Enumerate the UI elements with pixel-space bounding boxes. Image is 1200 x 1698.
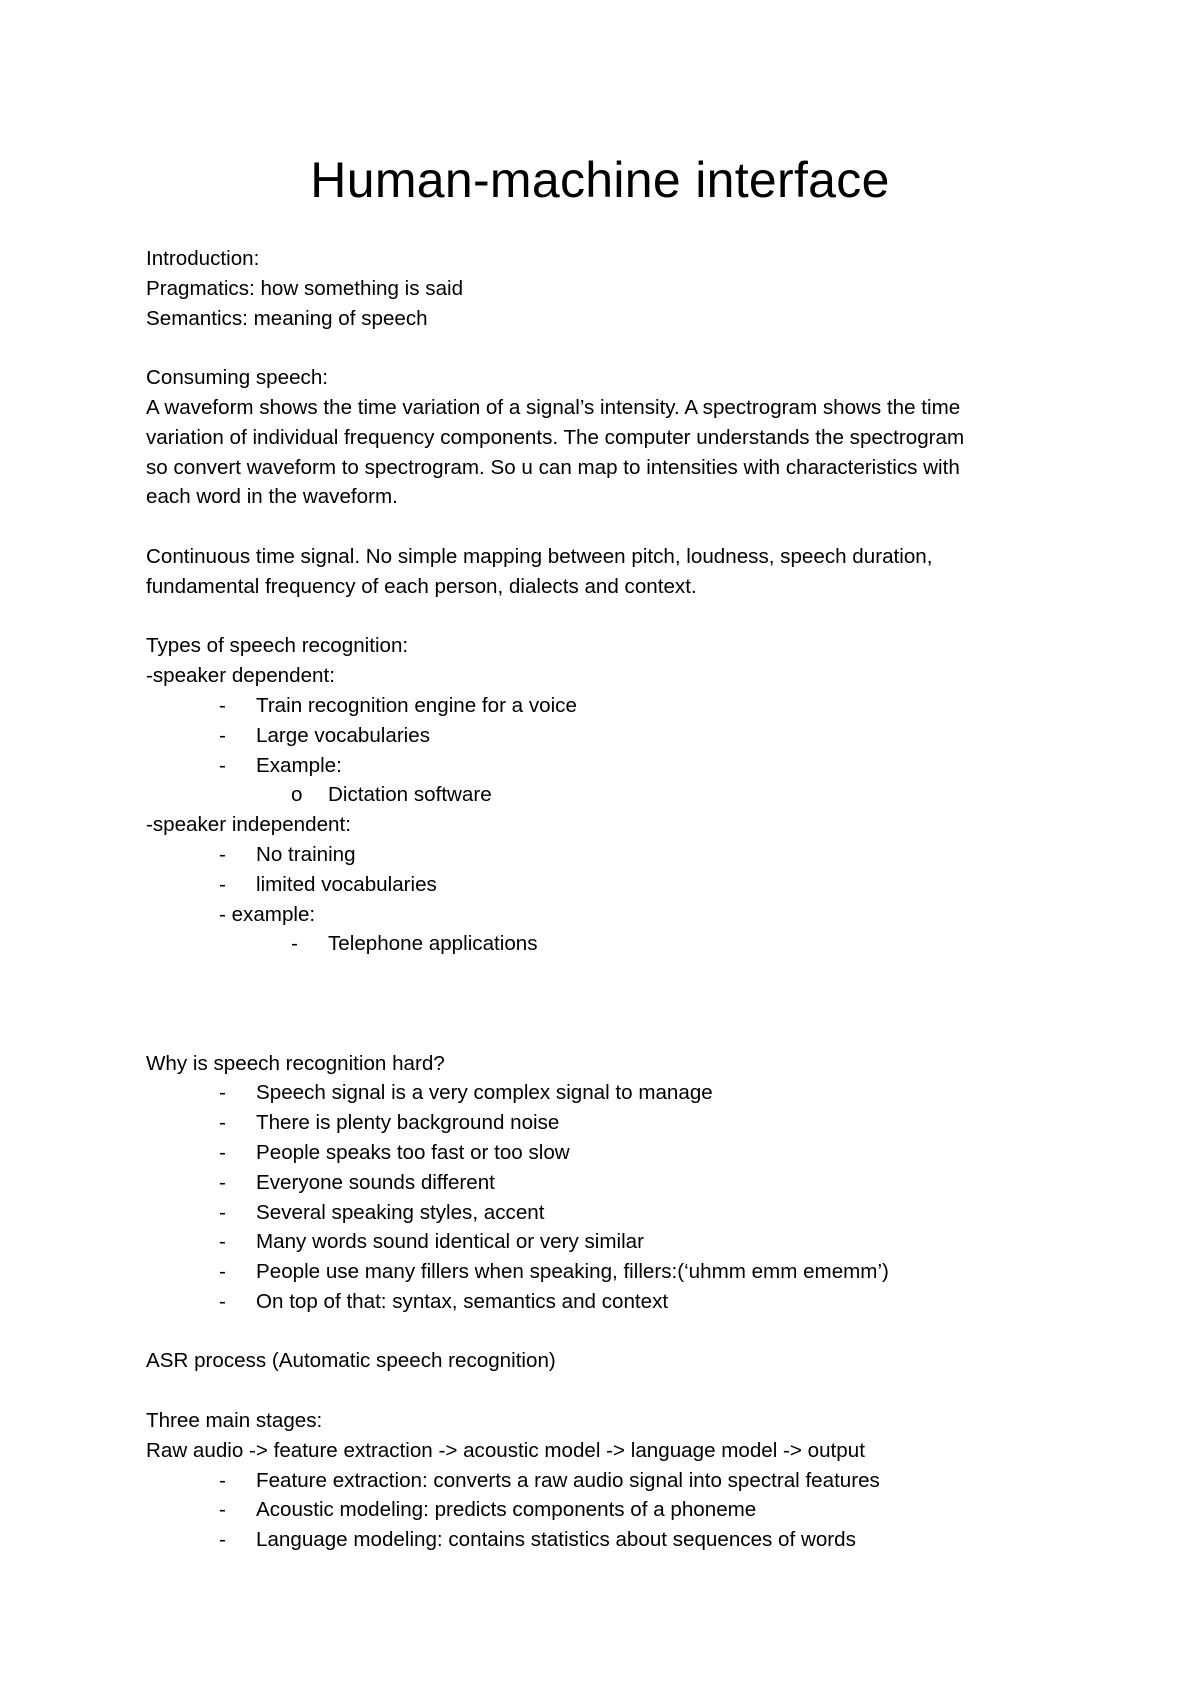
list-item-text: People use many fillers when speaking, fillers:(‘uhmm emm ememm’) xyxy=(256,1260,889,1284)
dash-marker: - xyxy=(219,1468,226,1492)
document-title: Human-machine interface xyxy=(310,152,890,208)
list-item xyxy=(146,1168,1076,1198)
list-item xyxy=(146,1287,1076,1317)
dash-marker: - xyxy=(219,1528,226,1552)
stages-heading: Three main stages: xyxy=(146,1409,323,1433)
list-item xyxy=(146,721,1076,751)
list-item-text: Feature extraction: converts a raw audio signal into spectral features xyxy=(256,1468,880,1492)
sub-list-item xyxy=(146,780,1076,810)
sub-list-item-text: Telephone applications xyxy=(328,932,538,956)
document-body xyxy=(146,244,1076,1555)
independent-example-label: - example: xyxy=(219,902,316,926)
consuming-line: each word in the waveform. xyxy=(146,485,398,509)
list-item-text: limited vocabularies xyxy=(256,872,437,896)
list-item xyxy=(146,1138,1076,1168)
dash-marker: - xyxy=(219,1260,226,1284)
list-item-text: Train recognition engine for a voice xyxy=(256,693,577,717)
list-item-text: Several speaking styles, accent xyxy=(256,1200,545,1224)
dash-marker: - xyxy=(219,1498,226,1522)
consuming-line: so convert waveform to spectrogram. So u can map to intensities with characteristics with xyxy=(146,455,960,479)
list-item xyxy=(146,1466,1076,1496)
intro-heading: Introduction: xyxy=(146,247,260,270)
dash-marker: - xyxy=(219,1200,226,1224)
dash-marker: - xyxy=(219,1111,226,1135)
consuming-heading: Consuming speech: xyxy=(146,366,329,390)
asr-heading: ASR process (Automatic speech recognition) xyxy=(146,1349,556,1373)
list-item xyxy=(146,1227,1076,1257)
continuous-line: fundamental frequency of each person, dialects and context. xyxy=(146,574,697,598)
list-item xyxy=(146,691,1076,721)
list-item-text: On top of that: syntax, semantics and context xyxy=(256,1289,669,1313)
dash-marker: - xyxy=(219,1170,226,1194)
dash-marker: - xyxy=(219,1140,226,1164)
list-item-text: Many words sound identical or very similar xyxy=(256,1230,644,1254)
list-item xyxy=(146,840,1076,870)
list-item xyxy=(146,1198,1076,1228)
list-item-text: People speaks too fast or too slow xyxy=(256,1140,570,1164)
list-item-text: Language modeling: contains statistics about sequences of words xyxy=(256,1528,856,1552)
list-item xyxy=(146,1078,1076,1108)
dash-marker: - xyxy=(291,932,298,956)
hard-heading: Why is speech recognition hard? xyxy=(146,1051,445,1075)
dash-marker: - xyxy=(219,1230,226,1254)
dependent-label: -speaker dependent: xyxy=(146,664,335,688)
list-item xyxy=(146,1257,1076,1287)
independent-label: -speaker independent: xyxy=(146,813,351,837)
types-heading: Types of speech recognition: xyxy=(146,634,409,658)
dash-marker: - xyxy=(219,842,226,866)
dash-marker: - xyxy=(219,1289,226,1313)
list-item xyxy=(146,1495,1076,1525)
list-item xyxy=(146,751,1076,781)
dash-marker: - xyxy=(219,753,226,777)
list-item-text: Everyone sounds different xyxy=(256,1170,495,1194)
consuming-line: variation of individual frequency components. The computer understands the spectrogram xyxy=(146,425,965,449)
dash-marker: - xyxy=(219,693,226,717)
dash-marker: - xyxy=(219,872,226,896)
list-item-text: Example: xyxy=(256,753,342,777)
dash-marker: - xyxy=(219,1081,226,1105)
sub-list-item-text: Dictation software xyxy=(328,783,492,807)
intro-line: Pragmatics: how something is said xyxy=(146,276,464,300)
continuous-line: Continuous time signal. No simple mapping between pitch, loudness, speech duration, xyxy=(146,544,933,568)
list-item-text: No training xyxy=(256,842,356,866)
list-item-text: There is plenty background noise xyxy=(256,1111,560,1135)
list-item xyxy=(146,1108,1076,1138)
list-item-text: Acoustic modeling: predicts components of a phoneme xyxy=(256,1498,757,1522)
stages-flow: Raw audio -> feature extraction -> acoustic model -> language model -> output xyxy=(146,1438,865,1462)
list-item-text: Speech signal is a very complex signal to manage xyxy=(256,1081,713,1105)
list-item xyxy=(146,870,1076,900)
list-item xyxy=(146,1525,1076,1555)
list-item-text: Large vocabularies xyxy=(256,723,431,747)
dash-marker: - xyxy=(219,723,226,747)
intro-line: Semantics: meaning of speech xyxy=(146,306,428,330)
consuming-line: A waveform shows the time variation of a signal’s intensity. A spectrogram shows the time xyxy=(146,395,961,419)
sub-list-item xyxy=(146,929,1076,959)
circle-marker: o xyxy=(291,783,303,807)
